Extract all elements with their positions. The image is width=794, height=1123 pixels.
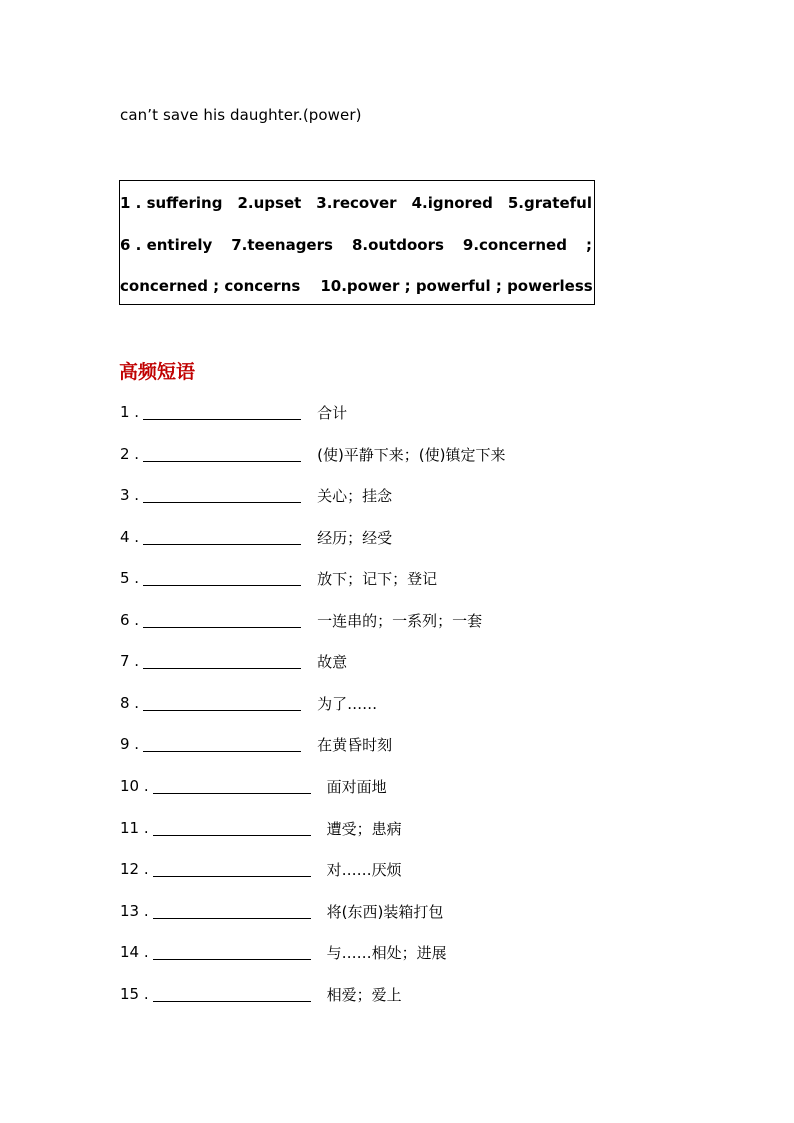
phrase-meaning: 关心；挂念 [317,486,393,505]
phrase-number: 2 . [120,445,140,463]
answer-blank[interactable] [153,778,311,794]
phrase-number: 5 . [120,569,140,587]
phrase-row [120,941,447,963]
phrase-row [120,443,506,465]
phrase-row [120,775,387,797]
intro-sentence: can’t save his daughter.(power) [120,106,362,124]
phrase-number: 9 . [120,735,140,753]
phrase-meaning: 一连串的；一系列；一套 [317,611,483,630]
answer-key-box [119,180,595,305]
answer-blank[interactable] [143,695,301,711]
answer-blank[interactable] [143,736,301,752]
answer-blank[interactable] [153,820,311,836]
answer-blank[interactable] [143,404,301,420]
phrase-meaning: 在黄昏时刻 [317,735,393,754]
phrase-meaning: 对……厌烦 [326,860,402,879]
phrase-number: 8 . [120,694,140,712]
phrase-number: 11 . [120,819,149,837]
answer-blank[interactable] [153,986,311,1002]
answer-item: 9.concerned [462,236,567,254]
answer-item: 8.outdoors [351,236,444,254]
phrase-number: 6 . [120,611,140,629]
phrase-meaning: 为了…… [317,694,378,713]
phrase-number: 4 . [120,528,140,546]
answer-blank[interactable] [153,903,311,919]
phrase-row [120,609,482,631]
phrase-meaning: (使)平静下来；(使)镇定下来 [317,445,506,464]
phrase-number: 3 . [120,486,140,504]
phrase-meaning: 放下；记下；登记 [317,569,438,588]
answer-item: 7.teenagers [231,236,333,254]
answer-line-3 [120,275,594,297]
phrase-row [120,650,347,672]
answer-item: 4.ignored [411,194,493,212]
phrase-row [120,692,377,714]
answer-blank[interactable] [143,570,301,586]
phrase-number: 15 . [120,985,149,1003]
phrase-row [120,858,402,880]
phrase-meaning: 遭受；患病 [326,819,402,838]
phrase-number: 12 . [120,860,149,878]
answer-item: 1 . suffering [120,194,223,212]
phrase-row [120,567,437,589]
phrase-meaning: 将(东西)装箱打包 [326,902,444,921]
phrase-row [120,900,443,922]
phrase-number: 14 . [120,943,149,961]
answer-line-1 [120,192,594,214]
phrase-number: 10 . [120,777,149,795]
answer-item: ; [585,236,592,254]
answer-blank[interactable] [143,487,301,503]
answer-item: concerned ; concerns [120,277,301,295]
phrase-meaning: 相爱；爱上 [326,985,402,1004]
answer-item: 3.recover [316,194,397,212]
answer-line-2 [120,234,594,256]
phrase-row [120,484,392,506]
phrase-number: 13 . [120,902,149,920]
phrase-meaning: 经历；经受 [317,528,393,547]
phrase-meaning: 合计 [317,403,348,422]
section-title: 高频短语 [119,361,196,383]
phrase-number: 1 . [120,403,140,421]
phrase-meaning: 故意 [317,652,348,671]
phrase-row [120,733,392,755]
answer-item: 6 . entirely [120,236,213,254]
answer-item: 10.power ; powerful ; powerless [320,277,593,295]
phrase-row [120,817,402,839]
phrase-meaning: 与……相处；进展 [326,943,447,962]
answer-blank[interactable] [143,529,301,545]
answer-blank[interactable] [143,446,301,462]
answer-blank[interactable] [153,944,311,960]
phrase-number: 7 . [120,652,140,670]
phrase-meaning: 面对面地 [326,777,387,796]
answer-blank[interactable] [143,612,301,628]
answer-blank[interactable] [153,861,311,877]
phrase-row [120,983,402,1005]
answer-item: 5.grateful [507,194,592,212]
answer-item: 2.upset [237,194,302,212]
answer-blank[interactable] [143,653,301,669]
phrase-row [120,401,347,423]
phrase-row [120,526,392,548]
